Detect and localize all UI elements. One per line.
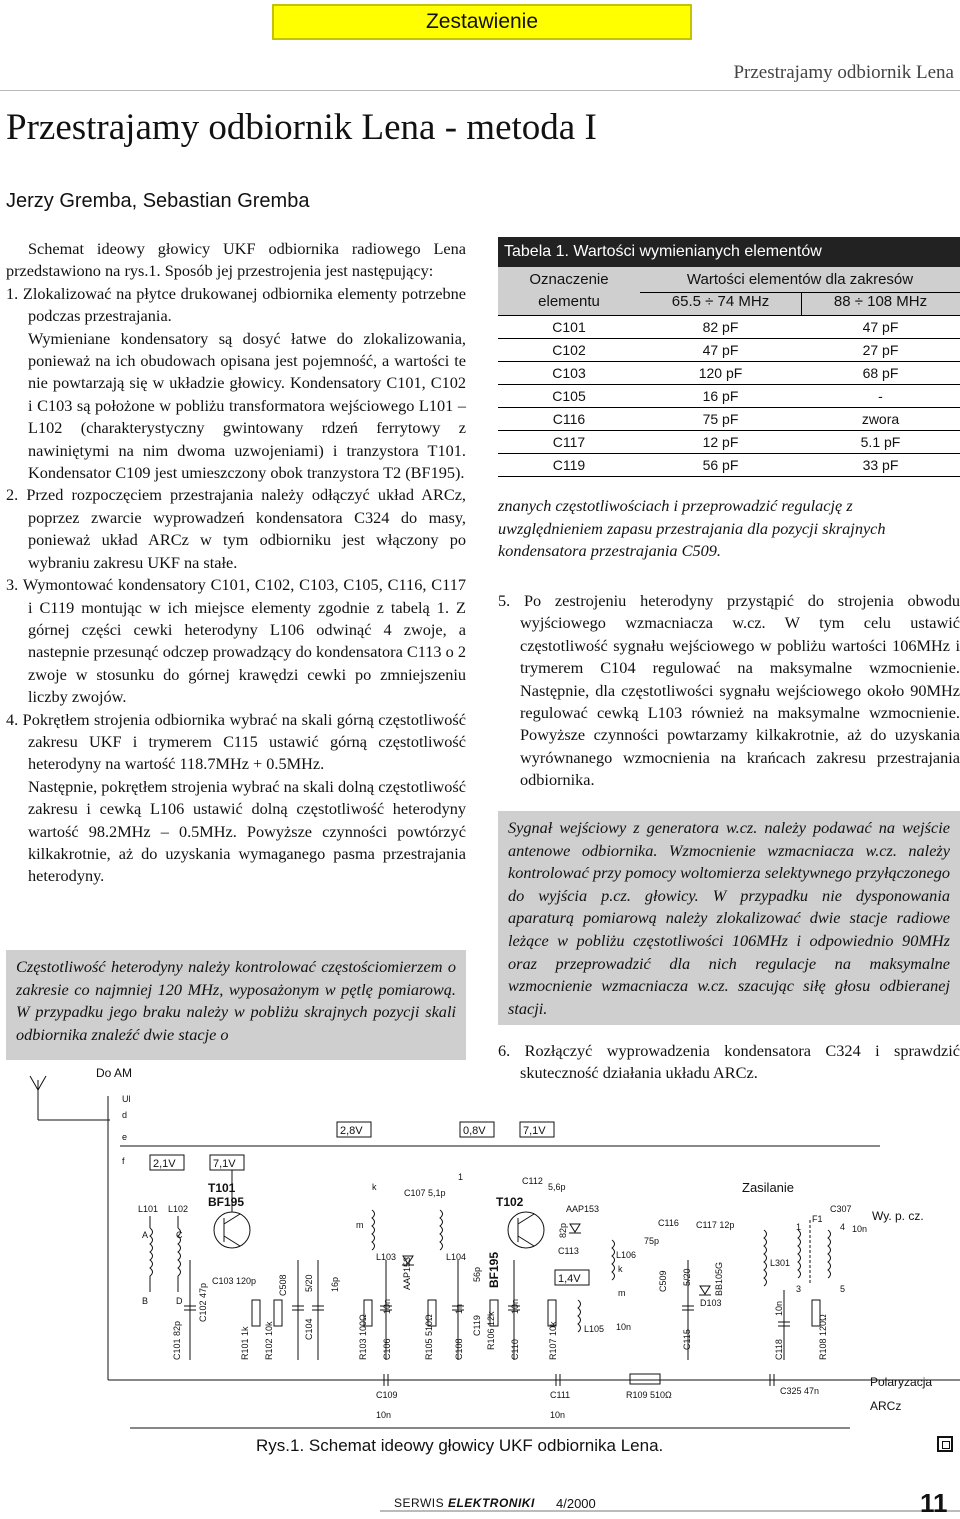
right-column-top — [498, 590, 960, 792]
header-rule — [0, 90, 960, 91]
running-head: Przestrajamy odbiornik Lena — [733, 62, 954, 83]
table-header-range-2: 88 ÷ 108 MHz — [833, 293, 928, 310]
svg-text:L102: L102 — [168, 1204, 189, 1214]
svg-text:5/20: 5/20 — [682, 1268, 692, 1286]
svg-text:L106: L106 — [616, 1250, 637, 1260]
svg-text:1: 1 — [458, 1172, 464, 1182]
svg-text:R103 100Ω: R103 100Ω — [358, 1314, 368, 1360]
svg-text:C104: C104 — [304, 1318, 314, 1340]
svg-text:AAP153: AAP153 — [402, 1256, 412, 1290]
table-header-element-l1: Oznaczenie — [529, 271, 609, 288]
note-box-right: Sygnał wejściowy z generatora w.cz. należy podawać na wejście antenowe odbiornika. Wzmocnienie wzmacniacza w.cz. należy kontrolować przy pomocy woltomierza selektywnego przyłączonego do wyjścia p.cz. głowicy. W przypadku nie dysponowania aparaturą pomiarową należy zlokalizować dwie stacje radiowe leżące w pobliżu częstotliwości 106MHz i odpowiednio 90MHz oraz przeprowadzić dla nich regulacje na maksymalne wzmocnienie wzmacniacza w.cz. szacując siłę głosu odbieranej stacji. — [498, 811, 960, 1025]
svg-text:16p: 16p — [330, 1276, 340, 1292]
svg-text:7,1V: 7,1V — [523, 1125, 546, 1137]
svg-text:C103 120p: C103 120p — [212, 1276, 257, 1286]
left-column — [6, 238, 466, 888]
end-mark-icon — [937, 1436, 953, 1452]
svg-text:D: D — [176, 1296, 183, 1306]
svg-text:C101 82p: C101 82p — [172, 1320, 182, 1360]
ant-label-ul: Ul — [122, 1094, 131, 1104]
step-1-title: 1. Zlokalizować na płytce drukowanej odbiornika elementy potrzebne podczas przestrajania. — [6, 283, 466, 326]
svg-text:R101 1k: R101 1k — [240, 1326, 250, 1360]
table-header-range-1: 65.5 ÷ 74 MHz — [671, 293, 770, 310]
svg-text:L105: L105 — [584, 1324, 605, 1334]
svg-text:Polaryzacja: Polaryzacja — [870, 1375, 933, 1389]
svg-text:T102: T102 — [496, 1195, 524, 1209]
table-row: C101 82 pF 47 pF — [498, 316, 960, 339]
coil-l101-l102 — [150, 1216, 181, 1292]
svg-text:m: m — [356, 1220, 364, 1230]
svg-text:C112: C112 — [522, 1176, 543, 1186]
svg-text:C110: C110 — [510, 1339, 520, 1360]
svg-text:R109 510Ω: R109 510Ω — [626, 1390, 672, 1400]
svg-text:L104: L104 — [446, 1252, 467, 1262]
svg-text:2,1V: 2,1V — [153, 1158, 176, 1170]
svg-text:C117 12p: C117 12p — [696, 1220, 735, 1230]
table-row: C116 75 pF zwora — [498, 408, 960, 431]
note-continuation: znanych częstotliwościach i przeprowadzić regulację z uwzględnieniem zapasu przestrajania dla pozycji skrajnych kondensatora przestrajania C509. — [498, 496, 886, 561]
svg-text:C107 5,1p: C107 5,1p — [404, 1188, 446, 1198]
table-body — [498, 316, 960, 477]
svg-text:5: 5 — [840, 1284, 846, 1294]
svg-text:56p: 56p — [472, 1266, 482, 1282]
svg-text:C325 47n: C325 47n — [780, 1386, 820, 1396]
footer-magazine-prefix: SERWIS — [394, 1496, 445, 1510]
resistor-r109 — [630, 1374, 660, 1384]
svg-text:ARCz: ARCz — [870, 1399, 902, 1413]
step-4-b: Następnie, pokrętłem strojenia wybrać na skali dolną częstotliwość zakresu i cewką L106 ustawić dolną częstotliwość heterodyny wartość 98.2MHz – 0.5MHz. Powyższe czynności powtórzyć kilkakrotnie, aż do uzyskania wymaganego pasma przestrajania heterodyny. — [28, 776, 466, 886]
svg-text:3: 3 — [796, 1284, 802, 1294]
svg-text:0,8V: 0,8V — [463, 1125, 486, 1137]
step-5: 5. Po zestrojeniu heterodyny przystąpić do strojenia obwodu wyjściowego wzmacniacza w.cz. W tym celu ustawić częstotliwość sygnału wejściowego w pobliżu wartości 106MHz i trymerem C104 regulować na maksymalne wzmocnienie. Następnie, dla częstotliwości sygnału wejściowego około 90MHz regulować cewką L103 również na maksymalne wzmocnienie. Powyższe czynności powtarzamy kilkakrotnie, aż do uzyskania wyrównanego wzmocnienia na krańcach zakresu przestrajania odbiornika. — [498, 591, 960, 790]
section-tab: Zestawienie — [272, 4, 692, 40]
footer-rule — [380, 1510, 960, 1512]
svg-text:4: 4 — [840, 1222, 846, 1232]
svg-text:R107 10k: R107 10k — [548, 1321, 558, 1360]
svg-text:C106: C106 — [382, 1338, 392, 1360]
svg-text:C118: C118 — [774, 1339, 784, 1360]
ant-label-f: f — [122, 1156, 125, 1166]
svg-text:C119: C119 — [472, 1315, 482, 1336]
antenna-icon — [30, 1076, 110, 1120]
table-row: C117 12 pF 5.1 pF — [498, 431, 960, 454]
figure-caption: Rys.1. Schemat ideowy głowicy UKF odbiornika Lena. — [256, 1436, 664, 1455]
do-am-label: Do AM — [96, 1066, 133, 1080]
intro-paragraph: Schemat ideowy głowicy UKF odbiornika radiowego Lena przedstawiono na rys.1. Sposób jej przestrojenia jest następujący: — [6, 239, 466, 281]
svg-text:Wy. p. cz.: Wy. p. cz. — [872, 1209, 924, 1223]
svg-text:82p: 82p — [558, 1222, 568, 1238]
svg-text:L103: L103 — [376, 1252, 397, 1262]
svg-text:10n: 10n — [382, 1298, 392, 1314]
table-row: C105 16 pF - — [498, 385, 960, 408]
svg-text:k: k — [618, 1264, 623, 1274]
svg-text:C113: C113 — [558, 1246, 579, 1256]
table-row: C119 56 pF 33 pF — [498, 454, 960, 477]
svg-text:BB105G: BB105G — [714, 1261, 724, 1296]
ant-label-d: d — [122, 1110, 128, 1120]
svg-text:5,6p: 5,6p — [548, 1182, 566, 1192]
svg-text:R106 12k: R106 12k — [486, 1311, 496, 1350]
footer-issue: 4/2000 — [556, 1496, 596, 1511]
svg-text:BF195: BF195 — [487, 1251, 501, 1288]
table-header-values: Wartości elementów dla zakresów — [686, 271, 914, 288]
footer-magazine — [394, 1496, 535, 1510]
svg-text:AAP153: AAP153 — [566, 1204, 600, 1214]
svg-text:10n: 10n — [616, 1322, 632, 1332]
svg-text:C102 47p: C102 47p — [198, 1282, 208, 1322]
svg-text:C509: C509 — [658, 1270, 668, 1292]
table-row: C103 120 pF 68 pF — [498, 362, 960, 385]
article-title: Przestrajamy odbiornik Lena - metoda I — [6, 107, 597, 148]
svg-text:C109: C109 — [376, 1390, 398, 1400]
svg-text:10n: 10n — [510, 1298, 520, 1314]
coils-group — [372, 1210, 831, 1332]
svg-text:10n: 10n — [550, 1410, 566, 1420]
step-4-a: 4. Pokrętłem strojenia odbiornika wybrać na skali górną częstotliwość zakresu UKF i trymerem C115 ustawić górną częstotliwość heterodyny na wartość 118.7MHz + 0.5MHz. — [6, 709, 466, 774]
svg-text:10n: 10n — [774, 1300, 784, 1316]
svg-text:10n: 10n — [376, 1410, 392, 1420]
svg-text:m: m — [618, 1288, 626, 1298]
svg-text:B: B — [142, 1296, 149, 1306]
svg-text:C: C — [176, 1230, 183, 1240]
svg-text:R102 10k: R102 10k — [264, 1321, 274, 1360]
svg-text:75p: 75p — [644, 1236, 660, 1246]
svg-text:2,8V: 2,8V — [340, 1125, 363, 1137]
svg-text:1n: 1n — [454, 1303, 464, 1314]
step-3: 3. Wymontować kondensatory C101, C102, C103, C105, C116, C117 i C119 montując w ich miejsce elementy zgodnie z tabelą 1. Z górnej części cewki heterodyny L106 odwinąć 4 zwoje, a nastepnie przesunąć odczep prowadzący do kondensatora C113 o 2 zwoje w stosunku do górnej krawędzi cewki po zmniejszeniu liczby zwojów. — [6, 575, 466, 707]
step-2: 2. Przed rozpoczęciem przestrajania należy odłączyć układ ARCz, poprzez zwarcie wyprowadzeń kondensatora C324 do masy, ponieważ układ ARCz w tym odbiorniku jest włączony po wybraniu zakresu UKF na stałe. — [6, 485, 466, 572]
table-row: C102 47 pF 27 pF — [498, 339, 960, 362]
svg-text:C307: C307 — [830, 1204, 852, 1214]
svg-text:C108: C108 — [454, 1338, 464, 1360]
svg-text:C508: C508 — [278, 1274, 288, 1296]
transistor-t102 — [508, 1212, 544, 1248]
svg-text:F1: F1 — [812, 1214, 823, 1224]
svg-text:L101: L101 — [138, 1204, 159, 1214]
svg-text:C115: C115 — [682, 1329, 692, 1350]
svg-text:L301: L301 — [770, 1258, 791, 1268]
svg-text:A: A — [142, 1230, 149, 1240]
page-number: 11 — [920, 1488, 948, 1518]
svg-text:R108 120Ω: R108 120Ω — [818, 1314, 828, 1360]
schematic-diagram — [0, 1060, 960, 1432]
table-1 — [498, 237, 960, 477]
svg-text:1: 1 — [796, 1222, 802, 1232]
svg-text:T101: T101 — [208, 1181, 236, 1195]
step-6: 6. Rozłączyć wyprowadzenia kondensatora C324 i sprawdzić skuteczność działania układu ARCz. — [498, 1041, 960, 1083]
note-box-left: Częstotliwość heterodyny należy kontrolować częstościomierzem o zakresie co najmniej 120 MHz, wyposażonym w pętlę pomiarową. W przypadku jego braku należy w pobliżu skrajnych pozycji skali odbiornika znaleźć dwie stacje o — [6, 950, 466, 1060]
svg-text:R105 510Ω: R105 510Ω — [424, 1314, 434, 1360]
table-caption: Tabela 1. Wartości wymienianych elementów — [498, 237, 960, 267]
svg-text:7,1V: 7,1V — [213, 1158, 236, 1170]
svg-text:k: k — [372, 1182, 377, 1192]
step-1-body: Wymieniane kondensatory są dosyć łatwe do zlokalizowania, ponieważ na ich obudowach opisana jest pojemność, a wartości te nie powtarzają się w układzie głowicy. Kondensatory C101, C102 i C103 są położone w pobliżu transformatora wejściowego L101 – L102 (charakterystyczny gwintowany rdzeń ferrytowy z nawiniętymi na nim dwoma uzwojeniami) i tranzystora T101. Kondensator C109 jest umieszczony obok tranzystora T2 (BF195). — [28, 328, 466, 483]
svg-text:C116: C116 — [658, 1218, 679, 1228]
svg-text:BF195: BF195 — [208, 1195, 245, 1209]
article-authors: Jerzy Gremba, Sebastian Gremba — [6, 190, 310, 212]
svg-text:10n: 10n — [852, 1224, 868, 1234]
svg-text:1,4V: 1,4V — [558, 1273, 581, 1285]
table-header — [498, 267, 960, 316]
svg-text:Zasilanie: Zasilanie — [742, 1180, 795, 1195]
svg-text:5/20: 5/20 — [304, 1274, 314, 1292]
table-header-element-l2: elementu — [538, 293, 600, 310]
svg-text:D103: D103 — [700, 1298, 722, 1308]
ant-label-e: e — [122, 1132, 128, 1142]
footer-magazine-name: ELEKTRONIKI — [447, 1496, 535, 1510]
svg-text:C111: C111 — [550, 1390, 571, 1400]
